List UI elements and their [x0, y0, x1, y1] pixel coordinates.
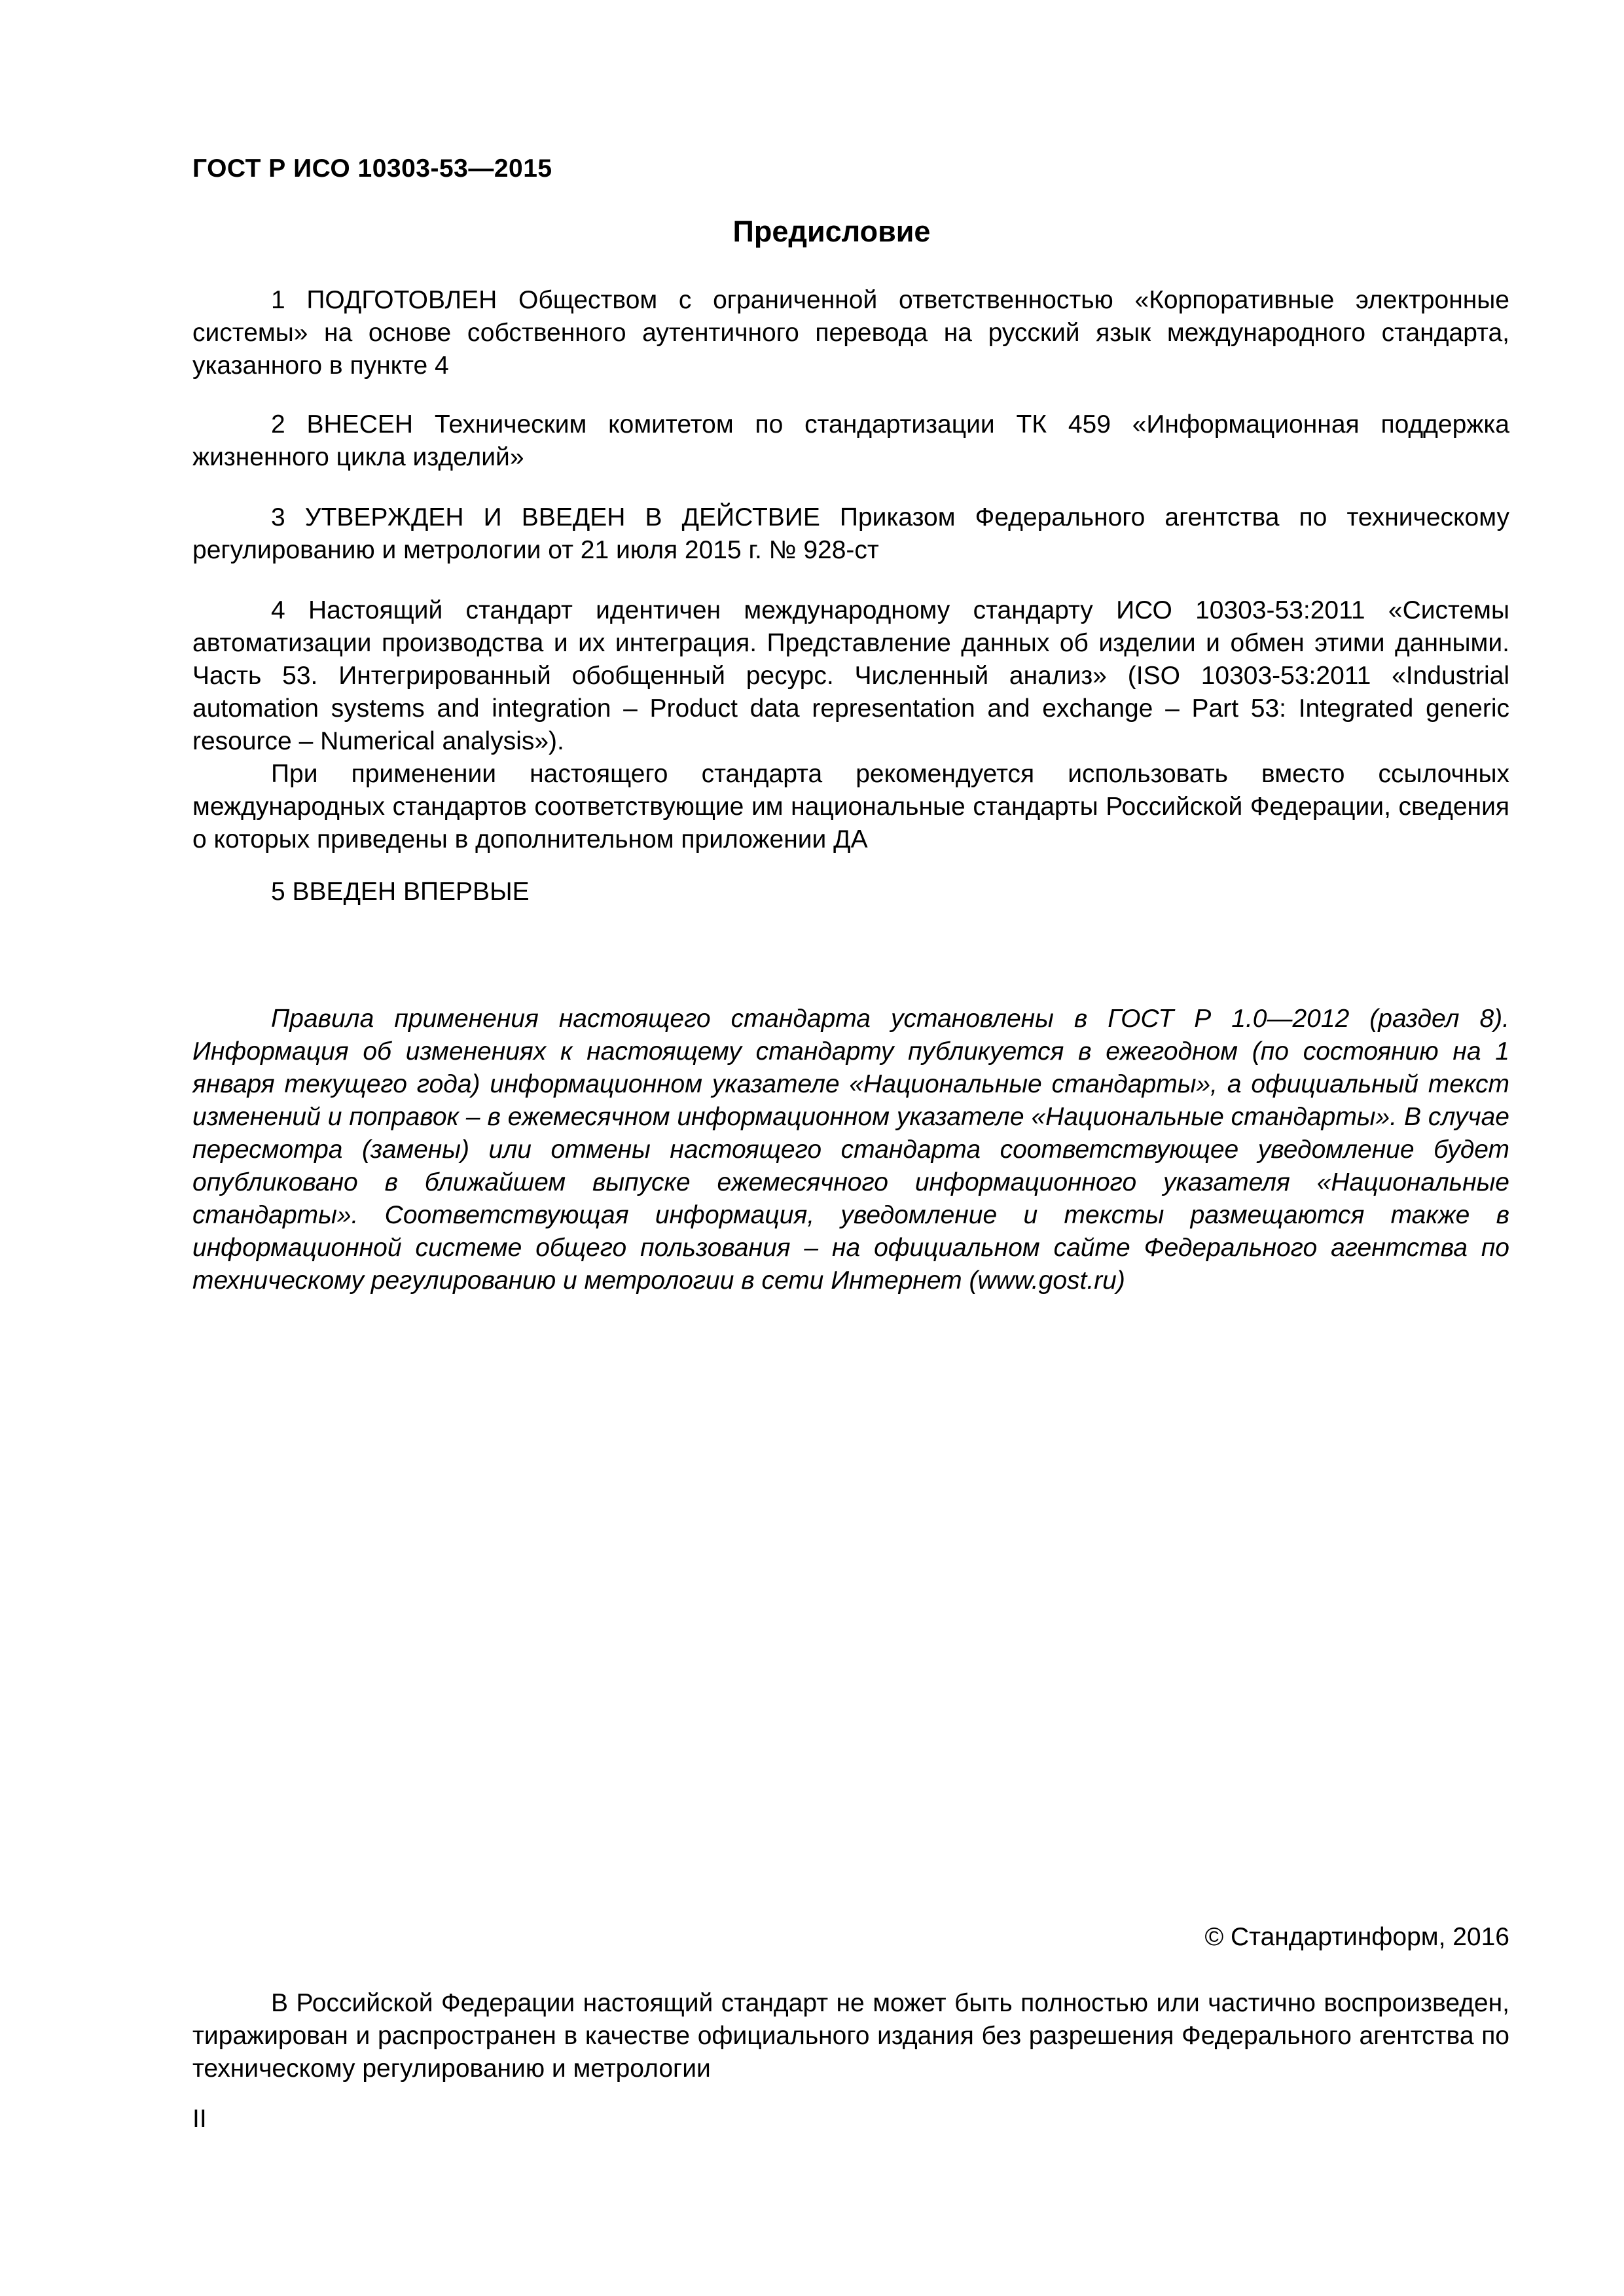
page-title: Предисловие: [732, 215, 931, 248]
foreword-item-5-text: 5 ВВЕДЕН ВПЕРВЫЕ: [271, 878, 530, 906]
reproduction-rights-text: В Российской Федерации настоящий стандарт не может быть полностью или частично воспроизведен, тиражирован и распространен в качестве официального издания без разрешения Федерального агентства по техническому регулированию и метрологии: [192, 1989, 1509, 2083]
foreword-item-1: [192, 284, 1509, 382]
copyright-line: © Стандартинформ, 2016: [1204, 1923, 1509, 1951]
application-rules-text: Правила применения настоящего стандарта установлены в ГОСТ Р 1.0—2012 (раздел 8). Информация об изменениях к настоящему стандарту публикуется в ежегодном (по состоянию на 1 января текущего года) информационном указателе «Национальные стандарты», а официальный текст изменений и поправок – в ежемесячном информационном указателе «Национальные стандарты». В случае пересмотра (замены) или отмены настоящего стандарта соответствующее уведомление будет опубликовано в ближайшем выпуске ежемесячного информационного указателя «Национальные стандарты». Соответствующая информация, уведомление и тексты размещаются также в информационной системе общего пользования – на официальном сайте Федерального агентства по техническому регулированию и метрологии в сети Интернет (www.gost.ru): [192, 1005, 1509, 1295]
standard-code-header: ГОСТ Р ИСО 10303-53—2015: [192, 154, 552, 183]
foreword-item-4-text: 4 Настоящий стандарт идентичен международному стандарту ИСО 10303-53:2011 «Системы автоматизации производства и их интеграция. Представление данных об изделии и обмен этими данными. Часть 53. Интегрированный обобщенный ресурс. Численный анализ» (ISO 10303-53:2011 «Industrial automation systems and integration – Product data representation and exchange – Part 53: Integrated generic resource – Numerical analysis»).: [192, 596, 1509, 755]
foreword-item-1-text: 1 ПОДГОТОВЛЕН Обществом с ограниченной ответственностью «Корпоративные электронные системы» на основе собственного аутентичного перевода на русский язык международного стандарта, указанного в пункте 4: [192, 286, 1509, 380]
foreword-item-3-text: 3 УТВЕРЖДЕН И ВВЕДЕН В ДЕЙСТВИЕ Приказом Федерального агентства по техническому регулированию и метрологии от 21 июля 2015 г. № 928-ст: [192, 503, 1509, 564]
foreword-item-2-text: 2 ВНЕСЕН Техническим комитетом по стандартизации ТК 459 «Информационная поддержка жизненного цикла изделий»: [192, 410, 1509, 471]
reproduction-rights: [192, 1987, 1509, 2085]
application-rules-notice: [192, 1003, 1509, 1297]
foreword-item-3: [192, 501, 1509, 567]
page-number: II: [192, 2105, 207, 2133]
foreword-item-5: [192, 876, 1509, 908]
foreword-item-4: [192, 594, 1509, 856]
foreword-item-4-note: При применении настоящего стандарта рекомендуется использовать вместо ссылочных международных стандартов соответствующие им национальные стандарты Российской Федерации, сведения о которых приведены в дополнительном приложении ДА: [192, 760, 1509, 853]
foreword-item-2: [192, 408, 1509, 474]
